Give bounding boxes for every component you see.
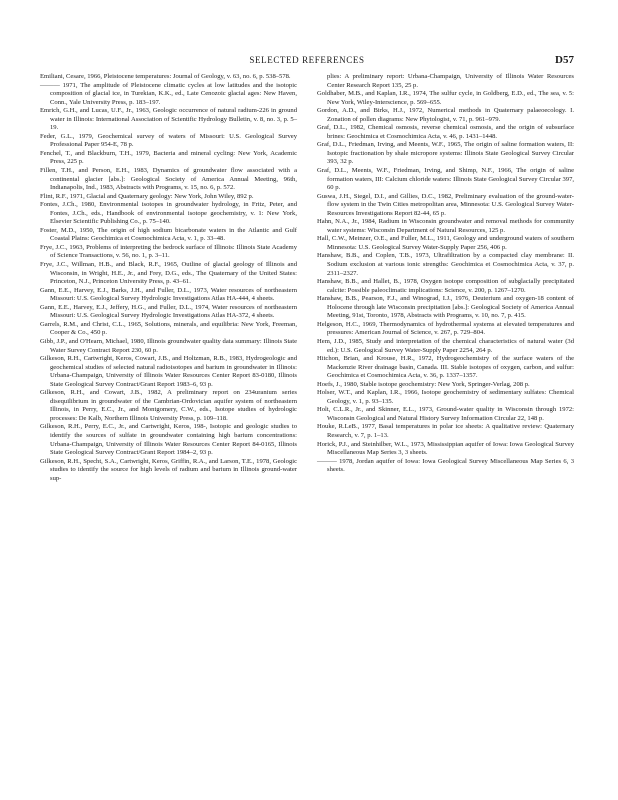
reference-entry: Graf, D.L., 1982, Chemical osmosis, reverse chemical osmosis, and the origin of subsurface brines: Geochimica et Cosmochimica Acta, v. 46, p. 1431–1448. bbox=[317, 124, 574, 140]
reference-entry: Gibb, J.P., and O'Hearn, Michael, 1980, Illinois groundwater quality data summary: Illinois State Water Survey Contract Report 230, 60 p. bbox=[40, 337, 297, 354]
reference-entry: Fontes, J.Ch., 1980, Environmental isotopes in groundwater hydrology, in Fritz, Peter, and Fontes, J.Ch., eds., Handbook of environmental isotope geochemistry, v. 1: New York, Elsevier Scientific Publishing Co., p. 75–140. bbox=[40, 201, 297, 226]
reference-entry: Houke, R.LeB., 1977, Basal temperatures in polar ice sheets: A qualitative review: Quaternary Research, v. 7, p. 1–13. bbox=[317, 423, 574, 439]
reference-entry: Hitchon, Brian, and Krouse, H.R., 1972, Hydrogeochemistry of the surface waters of the Mackenzie River drainage basin, Canada. III. Stable isotopes of oxygen, carbon, and sulfur: Geochimica et Cosmochimica Acta, v. 36, p. 1337–1357. bbox=[317, 355, 574, 380]
reference-entry: Gilkeson, R.H., Perry, E.C., Jr., and Cartwright, Keros, 198-, Isotopic and geologic studies to identify the sources of sulfate in groundwater containing high barium concentrations: Urbana-Champaign, University of Illinois Water Resources Center Report 84-0165, Illinois State Geological Survey Contract/Grant Report 1984–2, 93 p. bbox=[40, 423, 297, 457]
page-number: D57 bbox=[555, 54, 574, 66]
reference-entry: Gilkeson, R.H., Cartwright, Keros, Cowart, J.B., and Holtzman, R.B., 1983, Hydrogeologic and geochemical studies of selected natural radioisotopes and barium in groundwater in Illinois: Urbana-Champaign, University of Illinois Water Resources Center Report 83-0180, Illinois State Geological Survey Contract/Grant Report 1983–6, 93 p. bbox=[40, 355, 297, 388]
reference-entry: Flint, R.F., 1971, Glacial and Quaternary geology: New York, John Wiley, 892 p. bbox=[40, 192, 254, 200]
reference-entry: Hanshaw, B.B., Pearson, F.J., and Winograd, I.J., 1976, Deuterium and oxygen-18 content of Holocene through late Wisconsin precipitation [abs.]: Geological Society of America Annual Meeting, 91st, Toronto, 1978, Abstracts with Programs, v. 10, no. 7, p. 415. bbox=[317, 295, 574, 320]
reference-entry: Hall, C.W., Meinzer, O.E., and Fuller, M.L., 1911, Geology and underground waters of southern Minnesota: U.S. Geological Survey Water-Supply Paper 256, 406 p. bbox=[317, 235, 574, 251]
reference-entry: ——— 1971, The amplitude of Pleistocene climatic cycles at low latitudes and the isotopic composition of glacial ice, in Turekian, K.K., ed., Late Cenozoic glacial ages: New Haven, Conn., Yale University Press, p. 183–197. bbox=[40, 81, 297, 106]
section-title: SELECTED REFERENCES bbox=[249, 55, 365, 65]
reference-entry: Hanshaw, B.B., and Hallet, B., 1978, Oxygen isotope composition of subglacially precipitated calcite: Possible paleoclimatic implications: Science, v. 200, p. 1267–1270. bbox=[317, 278, 574, 294]
reference-entry: Graf, D.L., Friedman, Irving, and Meents, W.F., 1965, The origin of saline formation waters, II: Isotopic fractionation by shale micropore systems: Illinois State Geological Survey Circular 393, 32 p. bbox=[317, 141, 574, 166]
reference-entry: Frye, J.C., 1963, Problems of interpreting the bedrock surface of Illinois: Illinois State Academy of Science Transactions, v. 56, no. 1, p. 3–11. bbox=[40, 243, 297, 260]
reference-entry: Feder, G.L., 1979, Geochemical survey of waters of Missouri: U.S. Geological Survey Professional Paper 954-E, 78 p. bbox=[40, 132, 297, 149]
reference-entry: plies: A preliminary report: Urbana-Champaign, University of Illinois Water Resources Center Research Report 135, 25 p. bbox=[327, 73, 574, 89]
reference-entry: Gilkeson, R.H., Specht, S.A., Cartwright, Keros, Griffin, R.A., and Larson, T.E., 1978, Geologic studies to identify the source for high levels of radium and barium in Illinois ground-water sup- bbox=[40, 457, 297, 482]
reference-entry: Gordon, A.D., and Birks, H.J., 1972, Numerical methods in Quaternary palaeoecology. I. Zonation of pollen diagrams: New Phytologist, v. 71, p. 961–979. bbox=[317, 107, 574, 123]
reference-entry: Emrich, G.H., and Lucas, U.F., Jr., 1963, Geologic occurrence of natural radium-226 in ground water in Illinois: International Association of Scientific Hydrology Bulletin, v. 8, no. 3, p. 5–19. bbox=[40, 107, 297, 132]
reference-entry: Hanshaw, B.B., and Coplen, T.B., 1973, Ultrafiltration by a compacted clay membrane: II. Sodium exclusion at various ionic strengths: Geochimica et Cosmochimica Acta, v. 37, p. 2311–2327. bbox=[317, 252, 574, 277]
left-column bbox=[40, 73, 297, 483]
right-column bbox=[317, 73, 574, 475]
reference-entry: Holser, W.T., and Kaplan, I.R., 1966, Isotope geochemistry of sedimentary sulfates: Chemical Geology, v. 1, p. 93–135. bbox=[317, 389, 574, 405]
reference-entry: Goldhaber, M.B., and Kaplan, I.R., 1974, The sulfur cycle, in Goldberg, E.D., ed., The sea, v. 5: New York, Wiley-Interscience, p. 569–655. bbox=[317, 90, 574, 106]
reference-entry: Helgeson, H.C., 1969, Thermodynamics of hydrothermal systems at elevated temperatures and pressures: American Journal of Science, v. 267, p. 729–804. bbox=[317, 320, 574, 337]
reference-entry: Horick, P.J., and Steinhilber, W.L., 1973, Mississippian aquifer of Iowa: Iowa Geological Survey Miscellaneous Map Series 3, 3 sheets. bbox=[317, 440, 574, 457]
reference-entry: Foster, M.D., 1950, The origin of high sodium bicarbonate waters in the Atlantic and Gulf Coastal Plains: Geochimica et Cosmochimica Acta, v. 1, p. 33–48. bbox=[40, 226, 297, 243]
reference-entry: Hoefs, J., 1980, Stable isotope geochemistry: New York, Springer-Verlag, 208 p. bbox=[317, 380, 530, 388]
reference-entry: Graf, D.L., Meents, W.F., Friedman, Irving, and Shimp, N.F., 1966, The origin of saline formation waters, III: Calcium chloride waters: Illinois State Geological Survey Circular 397, 60 p. bbox=[317, 167, 575, 192]
reference-entry: Gilkeson, R.H., and Cowart, J.B., 1982, A preliminary report on 234uranium series disequilibrium in groundwater of the Cambrian-Ordovician aquifer system of northeastern Illinois, in Perry, E.C., Jr., and Montgomery, C.W., eds., Isotope studies of hydrologic processes: De Kalb, Northern Illinois University Press, p. 109–118. bbox=[40, 389, 297, 422]
reference-entry: Hahn, N.A., Jr., 1984, Radium in Wisconsin groundwater and removal methods for community water systems: Wisconsin Department of Natural Resources, 125 p. bbox=[317, 218, 574, 234]
reference-entry: Emiliani, Cesare, 1966, Pleistocene temperatures: Journal of Geology, v. 63, no. 6, p. 538–578. bbox=[40, 73, 291, 80]
reference-entry: Fenchel, T., and Blackburn, T.H., 1979, Bacteria and mineral cycling: New York, Academic Press, 225 p. bbox=[40, 149, 297, 166]
page-header bbox=[40, 55, 574, 69]
reference-entry: Hem, J.D., 1985, Study and interpretation of the chemical characteristics of natural water (3d ed.): U.S. Geological Survey Water-Supply Paper 2254, 264 p. bbox=[317, 337, 574, 354]
reference-entry: Holt, C.L.R., Jr., and Skinner, E.L., 1973, Ground-water quality in Wisconsin through 1972: Wisconsin Geological and Natural History Survey Information Circular 22, 148 p. bbox=[317, 406, 574, 422]
reference-entry: Garrels, R.M., and Christ, C.L., 1965, Solutions, minerals, and equilibria: New York, Freeman, Cooper & Co., 450 p. bbox=[40, 320, 297, 337]
reference-entry: ——— 1978, Jordan aquifer of Iowa: Iowa Geological Survey Miscellaneous Map Series 6, 3 sheets. bbox=[317, 457, 574, 474]
reference-entry: Fillen, T.H., and Person, E.H., 1983, Dynamics of groundwater flow associated with a continental glacier [abs.]: Geological Society of America Annual Meeting, 96th, Indianapolis, Ind., 1983, Abstracts with Programs, v. 15, no. 6, p. 572. bbox=[40, 167, 297, 192]
reference-entry: Guswa, J.H., Siegel, D.I., and Gillies, D.C., 1982, Preliminary evaluation of the ground-water-flow system in the Twin Cities metropolitan area, Minnesota: U.S. Geological Survey Water-Resources Investigations Report 82-44, 65 p. bbox=[317, 192, 574, 217]
reference-entry: Gann, E.E., Harvey, E.J., Jeffery, H.G., and Fuller, D.L., 1974, Water resources of northeastern Missouri: U.S. Geological Survey Hydrologic Investigations Atlas HA-372, 4 sheets. bbox=[40, 303, 297, 320]
reference-entry: Frye, J.C., Willman, H.B., and Black, R.F., 1965, Outline of glacial geology of Illinois and Wisconsin, in Wright, H.E., Jr., and Frey, D.G., eds., The Quaternary of the United States: Princeton, N.J., Princeton University Press, p. 43–61. bbox=[40, 261, 297, 286]
reference-entry: Gann, E.E., Harvey, E.J., Barks, J.H., and Fuller, D.L., 1973, Water resources of northeastern Missouri: U.S. Geological Survey Hydrologic Investigations Atlas HA-444, 4 sheets. bbox=[40, 286, 297, 303]
